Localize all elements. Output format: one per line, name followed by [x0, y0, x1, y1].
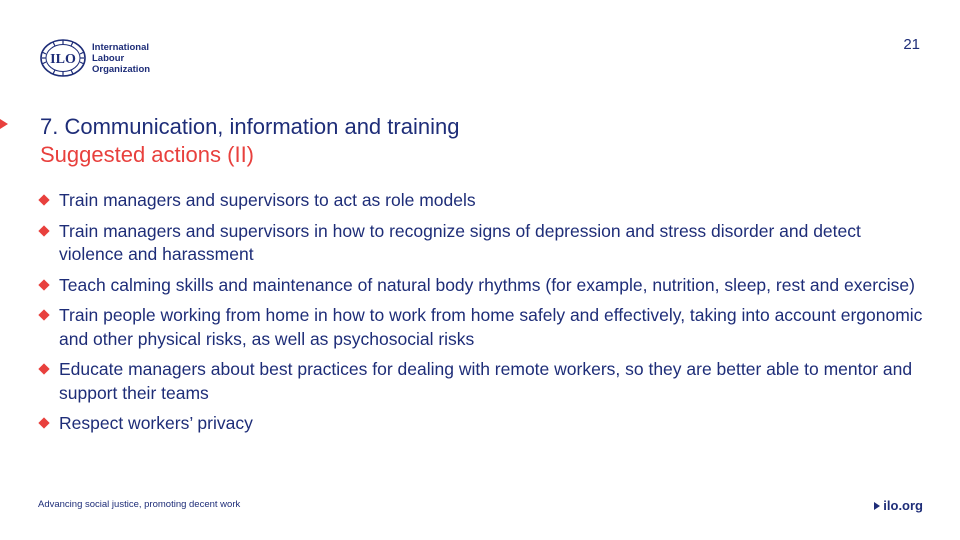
bullet-item	[38, 189, 928, 213]
bullet-text: Train managers and supervisors in how to recognize signs of depression and stress disorder and detect violence and harassment	[59, 220, 861, 264]
page-number: 21	[903, 36, 920, 53]
bullet-item	[38, 412, 928, 436]
diamond-bullet-icon	[38, 279, 49, 290]
diamond-bullet-icon	[38, 194, 49, 205]
arrow-right-icon	[874, 502, 880, 510]
diamond-bullet-icon	[38, 363, 49, 374]
bullet-item	[38, 220, 928, 267]
bullet-list	[38, 189, 928, 443]
footer-tagline: Advancing social justice, promoting decent work	[38, 499, 241, 510]
bullet-text: Teach calming skills and maintenance of natural body rhythms (for example, nutrition, sleep, rest and exercise)	[59, 274, 915, 295]
diamond-bullet-icon	[38, 417, 49, 428]
svg-text:ILO: ILO	[50, 52, 76, 67]
slide-title: 7. Communication, information and training	[40, 114, 460, 139]
logo-line-2: Labour	[92, 52, 125, 64]
bullet-item	[38, 274, 928, 298]
diamond-bullet-icon	[38, 309, 49, 320]
footer-link[interactable]	[874, 498, 923, 513]
diamond-bullet-icon	[38, 225, 49, 236]
bullet-text: Educate managers about best practices for dealing with remote workers, so they are better able to mentor and support their teams	[59, 359, 913, 403]
bullet-text: Respect workers’ privacy	[59, 413, 253, 433]
ilo-logo[interactable]	[38, 38, 150, 78]
bullet-item	[38, 358, 928, 405]
slide-subtitle: Suggested actions (II)	[40, 142, 255, 167]
section-marker-icon	[0, 119, 8, 129]
bullet-text: Train people working from home in how to work from home safely and effectively, taking into account ergonomic and other physical risks, as well as psychosocial risks	[59, 305, 923, 349]
ilo-emblem-icon	[38, 38, 88, 78]
logo-line-1: International	[92, 41, 150, 53]
logo-text	[92, 42, 150, 75]
bullet-item	[38, 304, 928, 351]
bullet-text: Train managers and supervisors to act as role models	[59, 190, 476, 210]
logo-line-3: Organization	[92, 63, 151, 75]
footer-link-text[interactable]: ilo.org	[883, 498, 923, 513]
